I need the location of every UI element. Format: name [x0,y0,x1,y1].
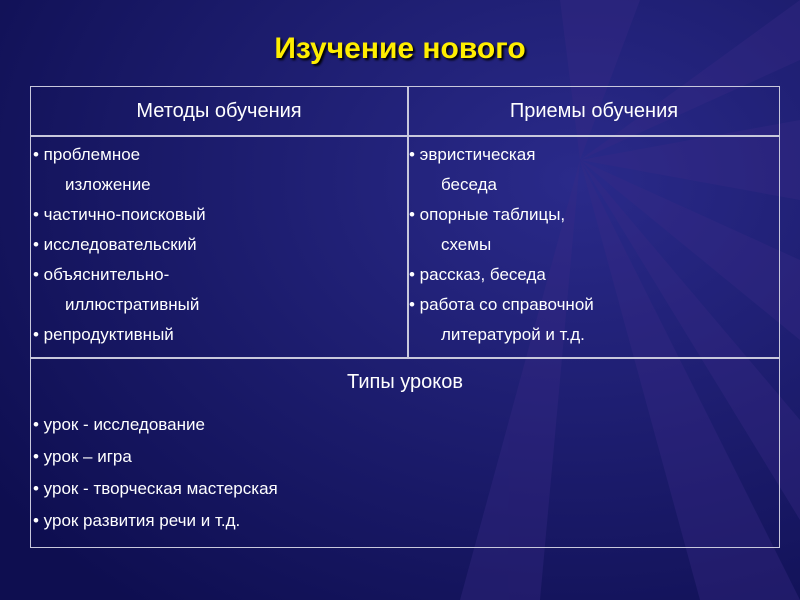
list-item: • частично-поисковый [33,205,206,224]
methods-table [30,86,780,548]
list-item: • эвристическая [409,145,536,164]
techniques-list [409,140,594,350]
list-item: • проблемное [33,145,141,164]
list-item: • опорные таблицы, [409,205,566,224]
list-item: • урок – игра [33,447,132,466]
list-item: • урок - творческая мастерская [33,479,278,498]
list-item: беседа [441,175,497,194]
techniques-header: Приемы обучения [509,100,679,122]
lesson-types-header: Типы уроков [346,371,463,393]
list-item: • репродуктивный [33,325,174,344]
list-item: литературой и т.д. [441,325,585,344]
list-item: • рассказ, беседа [409,265,546,284]
list-item: • урок развития речи и т.д. [33,511,241,530]
header-divider [31,135,779,137]
list-item: схемы [441,235,492,254]
methods-list [33,140,206,350]
section-divider [31,357,779,359]
list-item: • урок - исследование [33,415,205,434]
list-item: • исследовательский [33,235,197,254]
list-item: • работа со справочной [409,295,594,314]
list-item: • объяснительно- [33,265,170,284]
page-title: Изучение нового [274,32,526,65]
lesson-types-list [33,409,278,537]
list-item: изложение [65,175,151,194]
methods-header: Методы обучения [136,100,302,122]
list-item: иллюстративный [65,295,200,314]
